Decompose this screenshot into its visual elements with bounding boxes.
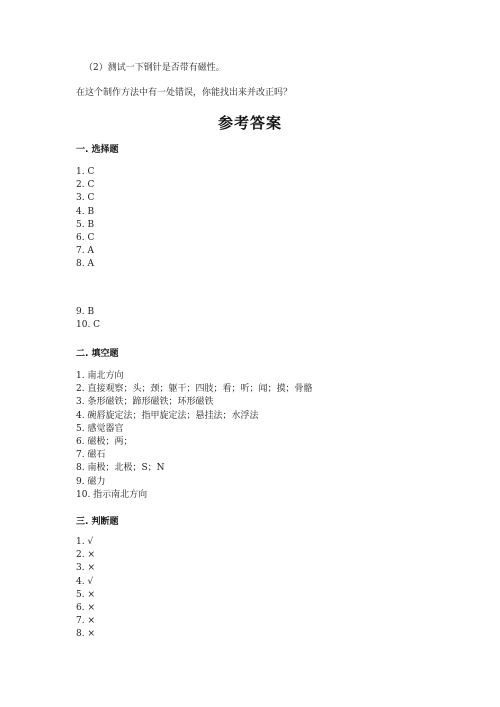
list-item: 5. B <box>76 219 95 230</box>
judge-answer-list <box>76 536 95 642</box>
answer-title: 参考答案 <box>217 114 282 132</box>
list-item: 1. C <box>76 167 95 177</box>
list-item: 5. × <box>76 589 95 600</box>
list-item: 3. 条形磁铁；蹄形磁铁；环形磁铁 <box>76 397 214 408</box>
list-item: 6. C <box>76 232 95 243</box>
list-item: 4. B <box>76 206 95 217</box>
section-heading-choice: 一. 选择题 <box>76 145 119 155</box>
list-item: 6. × <box>76 602 95 613</box>
list-item: 2. 直接观察；头；颈；躯干；四肢；看；听；闻；摸；骨骼 <box>76 384 313 395</box>
list-item: 1. √ <box>76 537 94 547</box>
list-item: 7. 磁石 <box>76 450 106 461</box>
list-item: 6. 磁极；两； <box>76 436 133 447</box>
list-item: 3. × <box>76 563 95 574</box>
list-item: 1. 南北方向 <box>76 371 124 381</box>
list-item: 9. B <box>76 307 95 317</box>
list-item: 10. C <box>76 320 101 331</box>
section-heading-fill: 二. 填空题 <box>76 349 119 359</box>
list-item: 4. √ <box>76 576 94 587</box>
list-item: 8. 南极；北极；S；N <box>76 463 165 474</box>
list-item: 7. A <box>76 246 94 257</box>
list-item: 5. 感觉器官 <box>76 423 124 434</box>
question-prompt: 在这个制作方法中有一处错误，你能找出来并改正吗？ <box>76 88 293 98</box>
list-item: 2. C <box>76 180 95 191</box>
list-item: 7. × <box>76 616 95 627</box>
list-item: 2. × <box>76 550 95 561</box>
list-item: 4. 碗唇旋定法；指甲旋定法；悬挂法；水浮法 <box>76 410 259 421</box>
section-heading-judge: 三. 判断题 <box>76 517 119 527</box>
list-item: 8. A <box>76 259 94 270</box>
list-item: 9. 磁力 <box>76 476 106 487</box>
list-item: 10. 指示南北方向 <box>76 489 148 500</box>
choice-answer-list-a <box>76 166 94 272</box>
list-item: 8. × <box>76 629 95 640</box>
question-step-2: （2）测试一下钢针是否带有磁性。 <box>84 63 225 73</box>
fill-answer-list <box>76 370 312 502</box>
choice-answer-list-b <box>76 306 100 332</box>
list-item: 3. C <box>76 193 95 204</box>
